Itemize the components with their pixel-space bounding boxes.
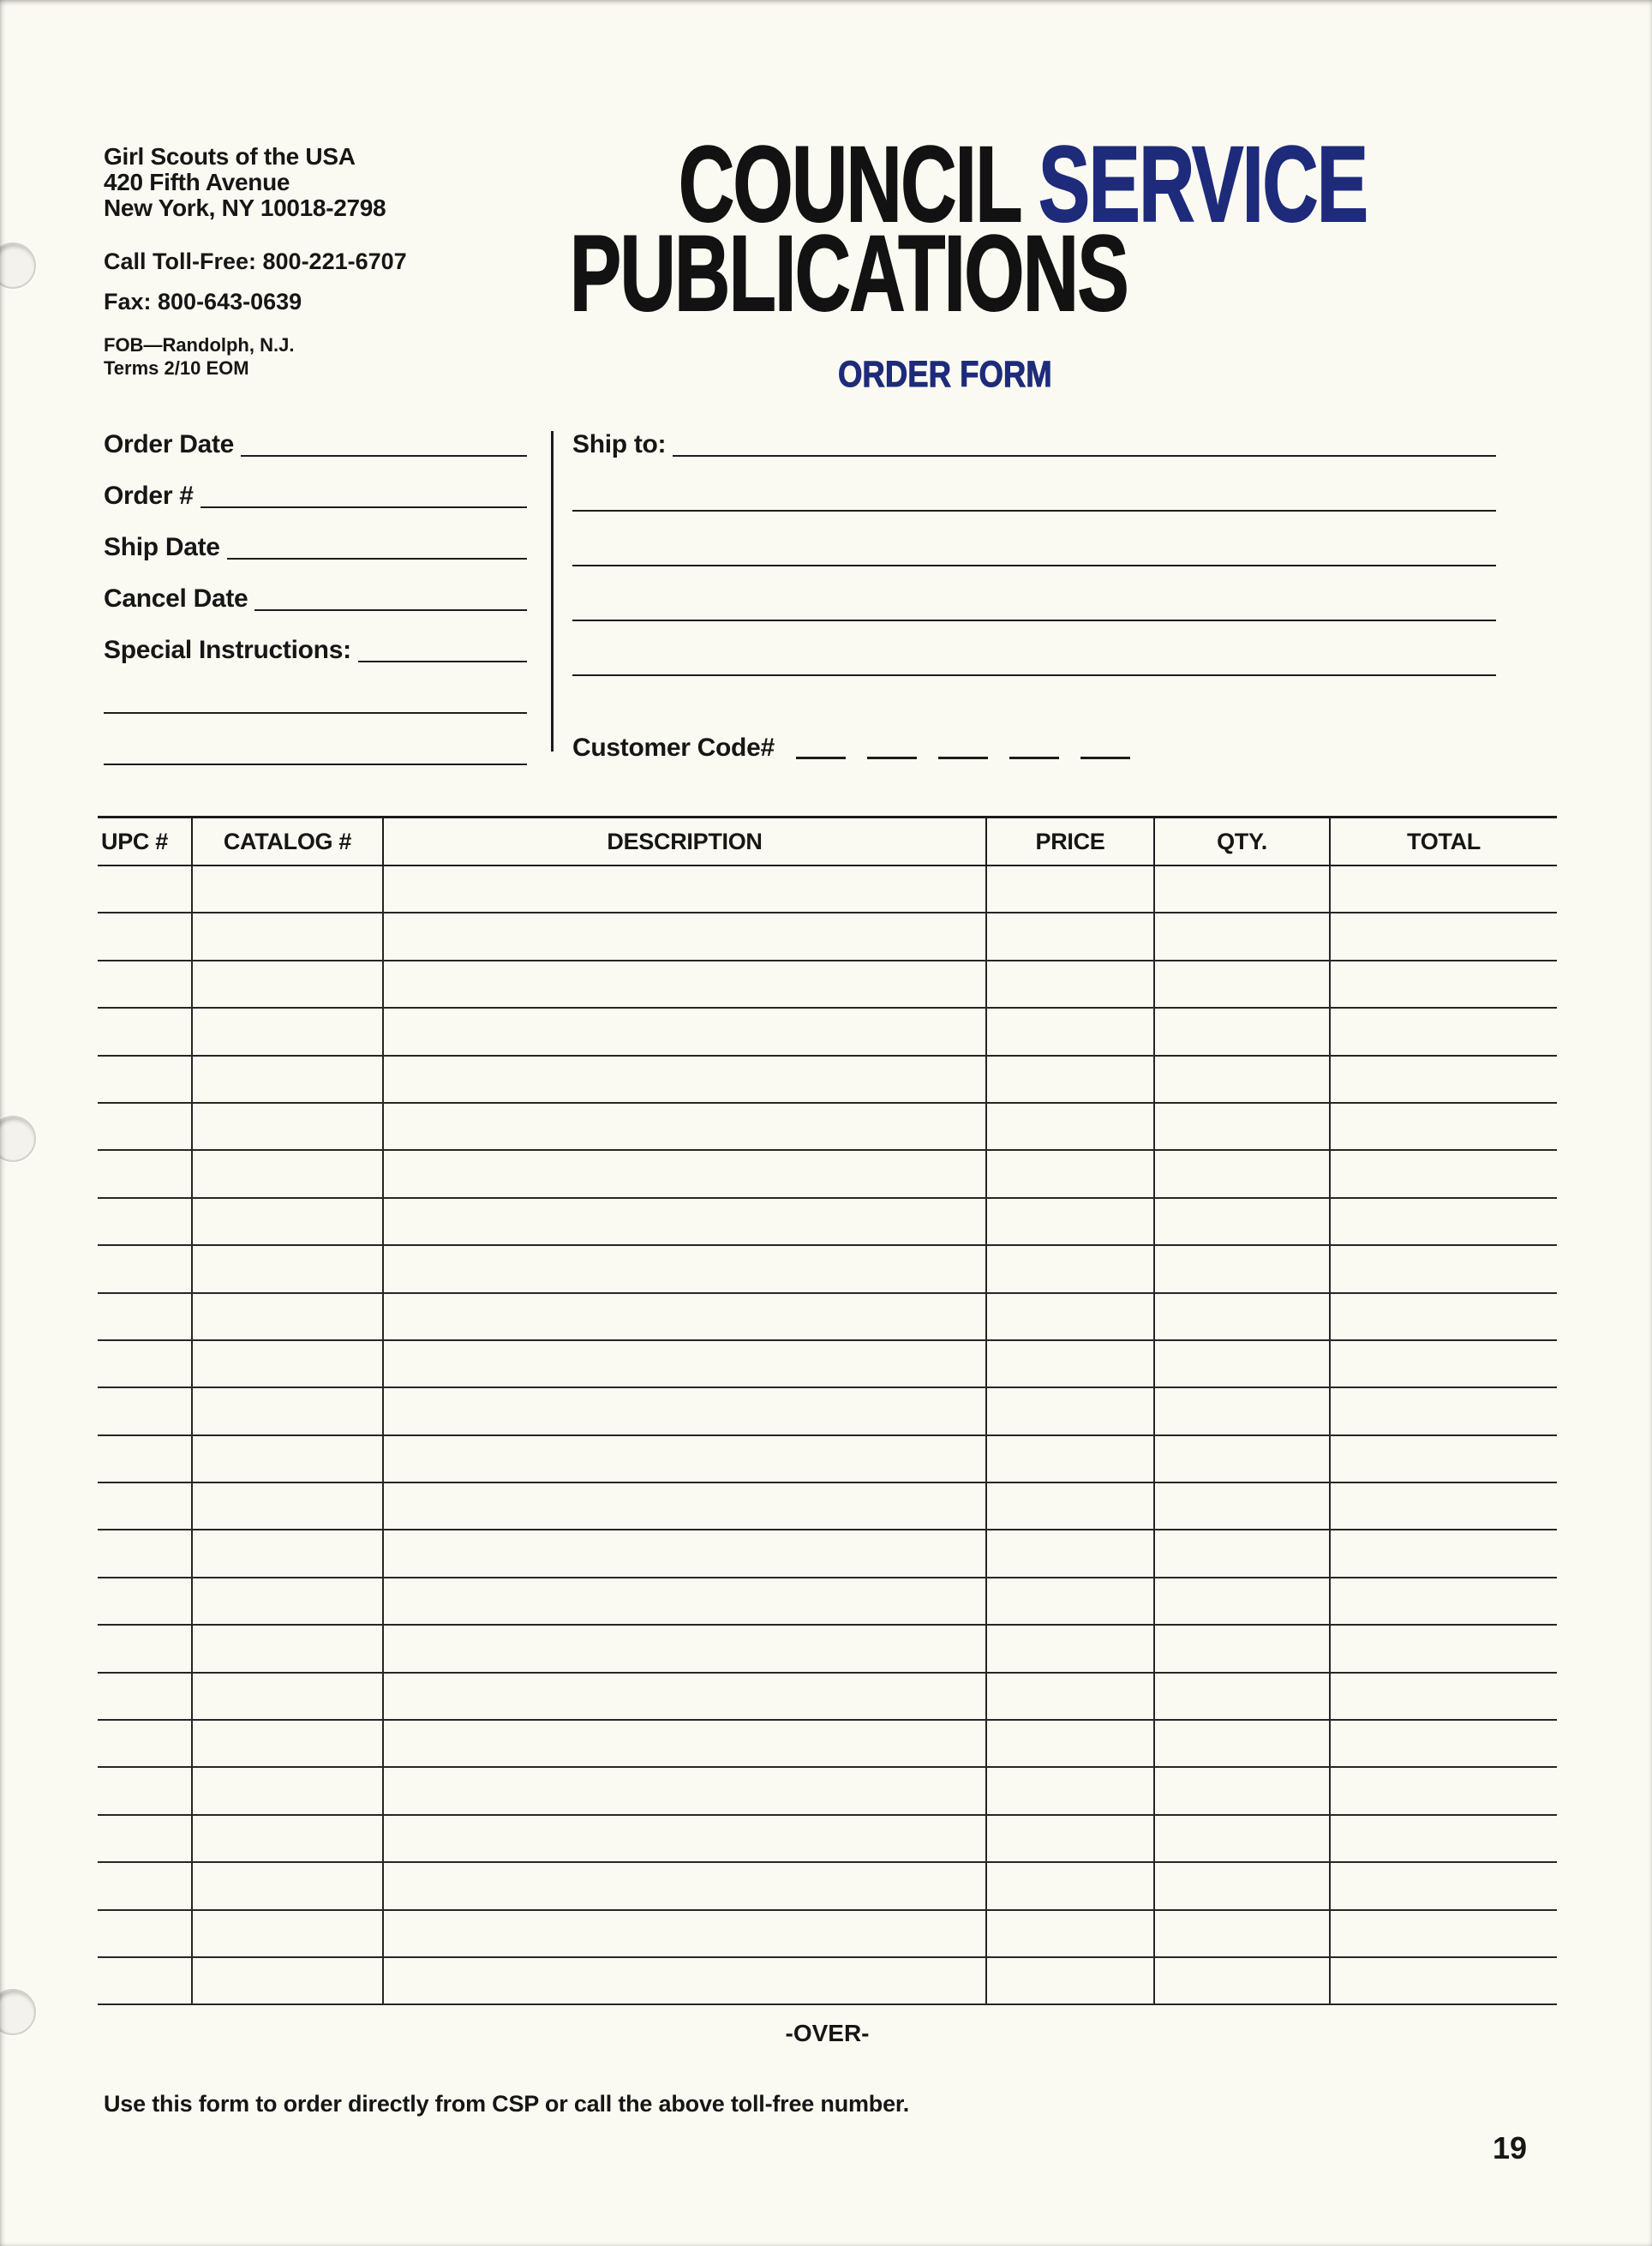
table-row: [98, 1294, 1557, 1341]
header-description: DESCRIPTION: [384, 818, 987, 865]
ship-to-line-row: [572, 624, 1496, 679]
table-cell: [1155, 1009, 1331, 1054]
table-cell: [384, 866, 987, 912]
table-row: [98, 866, 1557, 913]
table-row: [98, 1388, 1557, 1435]
field-row: [104, 716, 527, 768]
table-body: [98, 866, 1557, 2005]
table-cell: [987, 1911, 1155, 1956]
table-cell: [98, 1388, 193, 1434]
table-cell: [384, 1863, 987, 1908]
table-cell: [987, 1388, 1155, 1434]
header-catalog: CATALOG #: [193, 818, 384, 865]
table-cell: [98, 1768, 193, 1813]
table-cell: [987, 1674, 1155, 1719]
blank-line: [572, 565, 1496, 566]
table-cell: [1155, 1530, 1331, 1576]
table-cell: [1155, 1199, 1331, 1244]
table-cell: [987, 1436, 1155, 1482]
table-cell: [98, 1436, 193, 1482]
column-divider: [551, 431, 554, 752]
table-cell: [193, 1816, 384, 1861]
table-cell: [193, 1530, 384, 1576]
table-cell: [193, 1721, 384, 1766]
city-address: New York, NY 10018-2798: [104, 195, 386, 221]
table-cell: [98, 1911, 193, 1956]
table-cell: [1155, 1626, 1331, 1671]
ship-to-label: Ship to:: [572, 430, 667, 458]
ship-to-line-row: [572, 459, 1496, 514]
blank-line: [572, 674, 1496, 676]
table-cell: [1155, 1911, 1331, 1956]
table-cell: [98, 1674, 193, 1719]
order-form-subtitle: ORDER FORM: [838, 354, 1052, 395]
table-cell: [1331, 913, 1557, 959]
table-cell: [987, 961, 1155, 1007]
blank-line: [254, 609, 527, 611]
table-row: [98, 1104, 1557, 1151]
table-cell: [1155, 1341, 1331, 1387]
table-row: [98, 1199, 1557, 1246]
table-cell: [98, 1721, 193, 1766]
table-cell: [1155, 1816, 1331, 1861]
table-cell: [987, 1057, 1155, 1102]
blank-line: [104, 712, 527, 714]
customer-code-blank: [796, 757, 846, 759]
table-cell: [193, 1294, 384, 1339]
table-cell: [1331, 1816, 1557, 1861]
field-row: [104, 562, 527, 614]
customer-code-blank: [867, 757, 917, 759]
org-name: Girl Scouts of the USA: [104, 143, 356, 170]
table-cell: [1331, 1911, 1557, 1956]
binder-hole: [0, 243, 36, 289]
table-cell: [193, 1958, 384, 2003]
blank-line: [241, 455, 527, 457]
table-cell: [1155, 1151, 1331, 1196]
ship-to-section: [572, 404, 1496, 679]
customer-code-label: Customer Code#: [572, 734, 775, 762]
customer-code-row: [572, 720, 1130, 763]
table-cell: [384, 1294, 987, 1339]
table-cell: [987, 913, 1155, 959]
header-price: PRICE: [987, 818, 1155, 865]
table-cell: [987, 1009, 1155, 1054]
table-row: [98, 1911, 1557, 1958]
table-cell: [384, 1721, 987, 1766]
table-cell: [193, 1057, 384, 1102]
table-cell: [193, 1578, 384, 1624]
table-row: [98, 1816, 1557, 1863]
table-row: [98, 1246, 1557, 1293]
table-cell: [1331, 1341, 1557, 1387]
blank-line: [227, 558, 527, 560]
table-cell: [1331, 1246, 1557, 1291]
table-row: [98, 1483, 1557, 1530]
sender-address-block: [104, 144, 407, 380]
table-cell: [1155, 1578, 1331, 1624]
table-cell: [384, 1151, 987, 1196]
table-row: [98, 1151, 1557, 1198]
table-cell: [987, 1530, 1155, 1576]
table-cell: [98, 1626, 193, 1671]
table-cell: [1155, 1674, 1331, 1719]
table-cell: [193, 1104, 384, 1149]
table-cell: [193, 866, 384, 912]
table-cell: [1331, 961, 1557, 1007]
table-cell: [1331, 1104, 1557, 1149]
blank-line: [673, 455, 1496, 457]
table-cell: [193, 1009, 384, 1054]
table-cell: [98, 1009, 193, 1054]
table-cell: [193, 913, 384, 959]
table-cell: [384, 1199, 987, 1244]
table-cell: [98, 1816, 193, 1861]
header-upc: UPC #: [98, 818, 193, 865]
fax-number: Fax: 800-643-0639: [104, 289, 302, 314]
table-row: [98, 1626, 1557, 1673]
title-service: SERVICE: [1038, 125, 1368, 244]
table-cell: [384, 913, 987, 959]
table-cell: [98, 1199, 193, 1244]
table-cell: [987, 1721, 1155, 1766]
table-cell: [1331, 1530, 1557, 1576]
table-cell: [1155, 913, 1331, 959]
table-cell: [1155, 961, 1331, 1007]
table-cell: [987, 1104, 1155, 1149]
table-cell: [1331, 1768, 1557, 1813]
title-council: COUNCIL: [679, 125, 1021, 244]
table-cell: [1331, 1151, 1557, 1196]
customer-code-blanks: [775, 757, 1130, 763]
table-cell: [987, 1199, 1155, 1244]
fob-line: FOB—Randolph, N.J.: [104, 334, 295, 356]
table-cell: [193, 1911, 384, 1956]
table-cell: [193, 1199, 384, 1244]
table-cell: [98, 1958, 193, 2003]
binder-hole: [0, 1989, 36, 2035]
table-cell: [1331, 1009, 1557, 1054]
table-cell: [1331, 1958, 1557, 2003]
table-cell: [98, 1057, 193, 1102]
table-row: [98, 1436, 1557, 1483]
table-cell: [98, 866, 193, 912]
table-cell: [98, 1294, 193, 1339]
blank-line: [572, 620, 1496, 621]
table-cell: [1155, 1388, 1331, 1434]
table-cell: [98, 913, 193, 959]
blank-line: [358, 661, 527, 662]
table-cell: [1155, 1294, 1331, 1339]
field-label: Special Instructions:: [104, 636, 351, 664]
table-cell: [384, 1436, 987, 1482]
left-fields: [104, 408, 527, 768]
ship-to-line-row: [572, 514, 1496, 569]
table-cell: [1331, 1436, 1557, 1482]
table-cell: [1331, 1483, 1557, 1529]
table-cell: [98, 1246, 193, 1291]
page-number: 19: [1493, 2130, 1528, 2165]
field-row: [104, 665, 527, 716]
ship-to-lines: [572, 459, 1496, 679]
customer-code-blank: [1009, 757, 1059, 759]
header-qty: QTY.: [1155, 818, 1331, 865]
table-cell: [193, 961, 384, 1007]
table-cell: [1155, 1104, 1331, 1149]
table-cell: [1155, 1246, 1331, 1291]
order-table: [98, 816, 1557, 2005]
table-cell: [987, 1768, 1155, 1813]
table-cell: [193, 1151, 384, 1196]
ship-to-row: [572, 404, 1496, 459]
table-cell: [384, 1626, 987, 1671]
table-cell: [98, 1104, 193, 1149]
field-row: [104, 408, 527, 459]
field-row: [104, 614, 527, 665]
table-cell: [98, 1530, 193, 1576]
table-cell: [1331, 866, 1557, 912]
table-cell: [384, 1578, 987, 1624]
ship-to-line-row: [572, 569, 1496, 624]
title-publications: PUBLICATIONS: [570, 214, 1128, 333]
field-label: Cancel Date: [104, 584, 248, 613]
table-row: [98, 961, 1557, 1009]
table-cell: [384, 1674, 987, 1719]
table-cell: [1155, 1483, 1331, 1529]
table-cell: [384, 1246, 987, 1291]
table-cell: [193, 1863, 384, 1908]
table-row: [98, 1958, 1557, 2005]
table-cell: [987, 1151, 1155, 1196]
table-cell: [987, 866, 1155, 912]
table-cell: [987, 1246, 1155, 1291]
table-row: [98, 913, 1557, 961]
table-cell: [384, 1388, 987, 1434]
table-cell: [384, 1009, 987, 1054]
table-cell: [1331, 1388, 1557, 1434]
table-cell: [384, 1341, 987, 1387]
customer-code-blank: [1080, 757, 1130, 759]
footer-note: Use this form to order directly from CSP or call the above toll-free number.: [104, 2091, 910, 2117]
table-cell: [1331, 1721, 1557, 1766]
table-row: [98, 1578, 1557, 1626]
binder-hole: [0, 1116, 36, 1162]
table-cell: [98, 1341, 193, 1387]
blank-line: [104, 764, 527, 765]
table-cell: [987, 1958, 1155, 2003]
table-cell: [987, 1294, 1155, 1339]
blank-line: [201, 506, 527, 508]
table-cell: [384, 1530, 987, 1576]
table-cell: [193, 1341, 384, 1387]
table-cell: [1331, 1863, 1557, 1908]
customer-code-blank: [938, 757, 988, 759]
table-row: [98, 1674, 1557, 1721]
table-cell: [98, 961, 193, 1007]
field-label: Ship Date: [104, 533, 220, 561]
table-row: [98, 1009, 1557, 1056]
table-cell: [98, 1578, 193, 1624]
table-cell: [1155, 1057, 1331, 1102]
table-cell: [1155, 1721, 1331, 1766]
table-cell: [987, 1341, 1155, 1387]
table-cell: [384, 1104, 987, 1149]
table-cell: [384, 1483, 987, 1529]
table-row: [98, 1530, 1557, 1578]
table-cell: [1155, 1863, 1331, 1908]
table-cell: [987, 1483, 1155, 1529]
table-cell: [98, 1151, 193, 1196]
table-cell: [987, 1816, 1155, 1861]
table-cell: [1331, 1578, 1557, 1624]
table-cell: [193, 1436, 384, 1482]
table-cell: [1155, 1768, 1331, 1813]
table-cell: [1331, 1057, 1557, 1102]
street-address: 420 Fifth Avenue: [104, 169, 290, 195]
terms-line: Terms 2/10 EOM: [104, 357, 249, 379]
table-row: [98, 1721, 1557, 1768]
table-cell: [1331, 1674, 1557, 1719]
table-cell: [384, 1958, 987, 2003]
table-cell: [1155, 1436, 1331, 1482]
toll-free-number: Call Toll-Free: 800-221-6707: [104, 249, 407, 274]
table-row: [98, 1863, 1557, 1910]
table-cell: [193, 1626, 384, 1671]
field-label: Order #: [104, 482, 194, 510]
table-cell: [384, 961, 987, 1007]
table-header-row: [98, 818, 1557, 866]
table-cell: [193, 1768, 384, 1813]
table-cell: [384, 1057, 987, 1102]
table-cell: [193, 1483, 384, 1529]
table-cell: [193, 1246, 384, 1291]
header-total: TOTAL: [1407, 828, 1481, 854]
table-cell: [98, 1483, 193, 1529]
table-cell: [98, 1863, 193, 1908]
table-row: [98, 1057, 1557, 1104]
table-cell: [384, 1816, 987, 1861]
field-row: [104, 459, 527, 511]
table-cell: [987, 1863, 1155, 1908]
table-row: [98, 1341, 1557, 1388]
table-cell: [384, 1911, 987, 1956]
table-cell: [193, 1674, 384, 1719]
table-cell: [987, 1578, 1155, 1624]
table-cell: [1155, 1958, 1331, 2003]
table-cell: [1155, 866, 1331, 912]
blank-line: [572, 510, 1496, 512]
table-cell: [193, 1388, 384, 1434]
table-cell: [987, 1626, 1155, 1671]
table-cell: [1331, 1294, 1557, 1339]
table-cell: [384, 1768, 987, 1813]
field-label: Order Date: [104, 430, 235, 458]
table-cell: [1331, 1199, 1557, 1244]
table-row: [98, 1768, 1557, 1815]
over-label: -OVER-: [785, 2020, 870, 2046]
table-cell: [1331, 1626, 1557, 1671]
field-row: [104, 511, 527, 562]
